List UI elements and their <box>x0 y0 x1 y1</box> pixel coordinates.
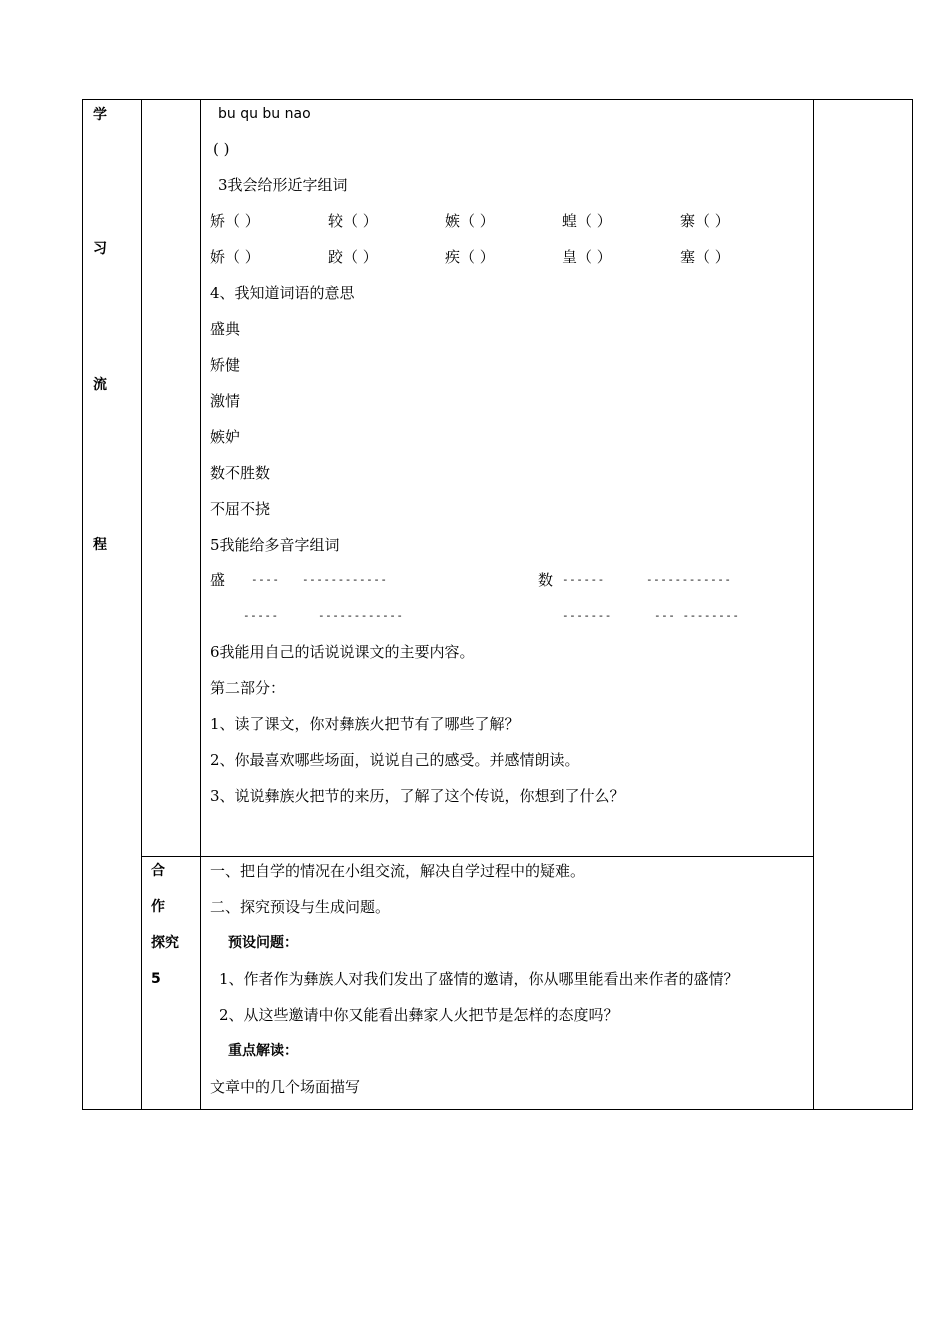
column-divider <box>200 100 201 1109</box>
word-1: 盛典 <box>210 320 241 338</box>
polyphone-char-1: 盛 <box>210 571 226 589</box>
left-label-2: 习 <box>93 241 107 257</box>
answer-line: --- -------- <box>654 609 740 622</box>
question-3: 3我会给形近字组词 <box>218 176 348 194</box>
row-divider <box>141 856 813 857</box>
word-5: 数不胜数 <box>210 464 271 482</box>
question-6: 6我能用自己的话说说课文的主要内容。 <box>210 643 475 661</box>
question-4: 4、我知道词语的意思 <box>210 284 355 302</box>
preset-item-1: 1、作者作为彝族人对我们发出了盛情的邀请，你从哪里能看出来作者的盛情？ <box>219 970 739 988</box>
answer-line: ------------ <box>646 573 732 586</box>
answer-line: ------- <box>562 609 612 622</box>
word-6: 不屈不挠 <box>210 500 271 518</box>
part2-item-2: 2、你最喜欢哪些场面，说说自己的感受。并感情朗读。 <box>210 751 580 769</box>
char-row2-3: 疾（ ） <box>445 248 495 266</box>
part2-title: 第二部分： <box>210 679 286 697</box>
coop-line-2: 二、探究预设与生成问题。 <box>210 898 391 916</box>
preset-title: 预设问题： <box>228 935 298 951</box>
answer-line: ---- <box>251 573 280 586</box>
answer-line: ------------ <box>318 609 404 622</box>
left-label-4: 程 <box>93 537 107 553</box>
section-label-2: 作 <box>151 899 165 915</box>
word-4: 嫉妒 <box>210 428 241 446</box>
char-row2-4: 皇（ ） <box>562 248 612 266</box>
part2-item-1: 1、读了课文，你对彝族火把节有了哪些了解？ <box>210 715 520 733</box>
char-row1-3: 嫉（ ） <box>445 212 495 230</box>
column-divider <box>141 100 142 1109</box>
char-row1-4: 蝗（ ） <box>562 212 612 230</box>
section-label-3: 探究 <box>151 935 179 951</box>
answer-line: ----- <box>243 609 279 622</box>
section-label-1: 合 <box>151 863 165 879</box>
pinyin-blank: ( ) <box>213 140 230 158</box>
section-label-4: 5 <box>151 971 161 987</box>
char-row2-2: 跤（ ） <box>328 248 378 266</box>
question-5: 5我能给多音字组词 <box>210 536 340 554</box>
word-3: 激情 <box>210 392 241 410</box>
char-row1-1: 矫（ ） <box>210 212 260 230</box>
char-row2-1: 娇（ ） <box>210 248 260 266</box>
word-2: 矫健 <box>210 356 241 374</box>
part2-item-3: 3、说说彝族火把节的来历，了解了这个传说，你想到了什么？ <box>210 787 625 805</box>
lesson-table <box>82 99 913 1110</box>
answer-line: ------ <box>562 573 605 586</box>
key-title: 重点解读： <box>228 1043 298 1059</box>
coop-line-1: 一、把自学的情况在小组交流，解决自学过程中的疑难。 <box>210 862 586 880</box>
preset-item-2: 2、从这些邀请中你又能看出彝家人火把节是怎样的态度吗？ <box>219 1006 619 1024</box>
answer-line: ------------ <box>302 573 388 586</box>
left-label-3: 流 <box>93 377 107 393</box>
left-label-1: 学 <box>93 107 107 123</box>
key-text: 文章中的几个场面描写 <box>210 1078 361 1096</box>
char-row2-5: 塞（ ） <box>680 248 730 266</box>
char-row1-2: 较（ ） <box>328 212 378 230</box>
polyphone-char-2: 数 <box>538 571 554 589</box>
column-divider <box>813 100 814 1109</box>
char-row1-5: 寨（ ） <box>680 212 730 230</box>
pinyin-line: bu qu bu nao <box>218 106 311 122</box>
